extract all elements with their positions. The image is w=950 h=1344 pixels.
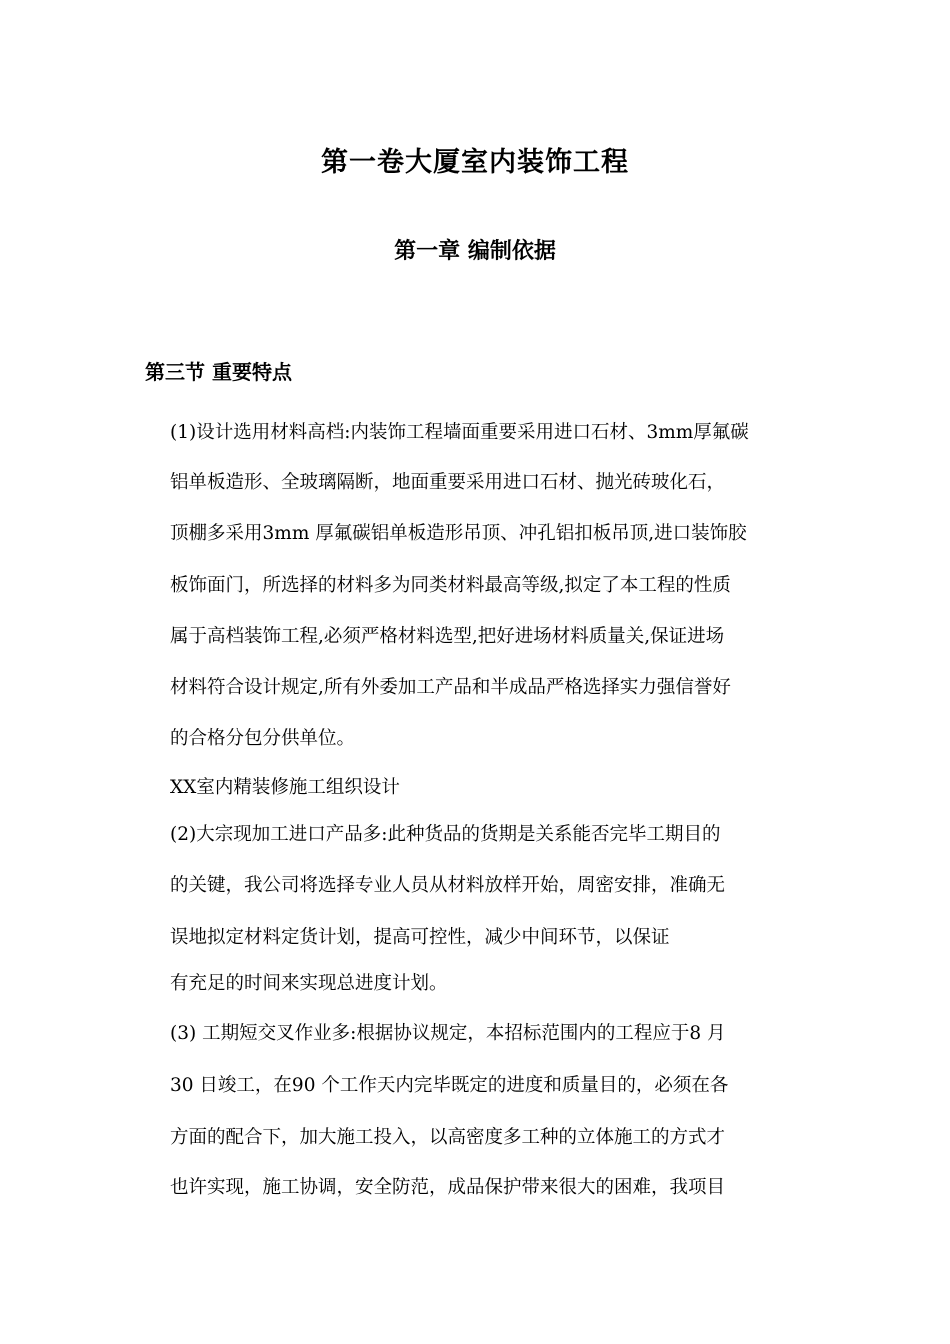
body-line: (1)设计选用材料高档:内装饰工程墙面重要采用进口石材、3mm厚氟碳: [170, 422, 749, 443]
body-line: 有充足的时间来实现总进度计划。: [170, 973, 448, 994]
body-line: 材料符合设计规定,所有外委加工产品和半成品严格选择实力强信誉好: [170, 677, 731, 698]
section-heading: 第三节 重要特点: [145, 360, 292, 384]
body-line: 顶棚多采用3mm 厚氟碳铝单板造形吊顶、冲孔铝扣板吊顶,进口装饰胶: [170, 523, 747, 544]
body-line: 的关键，我公司将选择专业人员从材料放样开始，周密安排，准确无: [170, 875, 726, 896]
body-line: 铝单板造形、全玻璃隔断，地面重要采用进口石材、抛光砖玻化石，: [170, 472, 726, 493]
body-line: 方面的配合下，加大施工投入，以高密度多工种的立体施工的方式才: [170, 1127, 726, 1148]
body-line: 板饰面门，所选择的材料多为同类材料最高等级,拟定了本工程的性质: [170, 575, 731, 596]
body-line: 也许实现，施工协调，安全防范，成品保护带来很大的困难，我项目: [170, 1177, 726, 1198]
body-line: 30 日竣工，在90 个工作天内完毕既定的进度和质量目的，必须在各: [170, 1075, 729, 1096]
document-title: 第一卷大厦室内装饰工程: [321, 147, 629, 178]
body-line: (2)大宗现加工进口产品多:此种货品的货期是关系能否完毕工期目的: [170, 824, 721, 845]
body-line: 的合格分包分供单位。: [170, 728, 356, 749]
body-line: 属于高档装饰工程,必须严格材料选型,把好进场材料质量关,保证进场: [170, 626, 725, 647]
body-line: 误地拟定材料定货计划，提高可控性，减少中间环节，以保证: [170, 927, 670, 948]
running-header: XX室内精装修施工组织设计: [170, 777, 400, 798]
body-line: (3) 工期短交叉作业多:根据协议规定，本招标范围内的工程应于8 月: [170, 1023, 726, 1044]
chapter-heading: 第一章 编制依据: [394, 239, 556, 264]
